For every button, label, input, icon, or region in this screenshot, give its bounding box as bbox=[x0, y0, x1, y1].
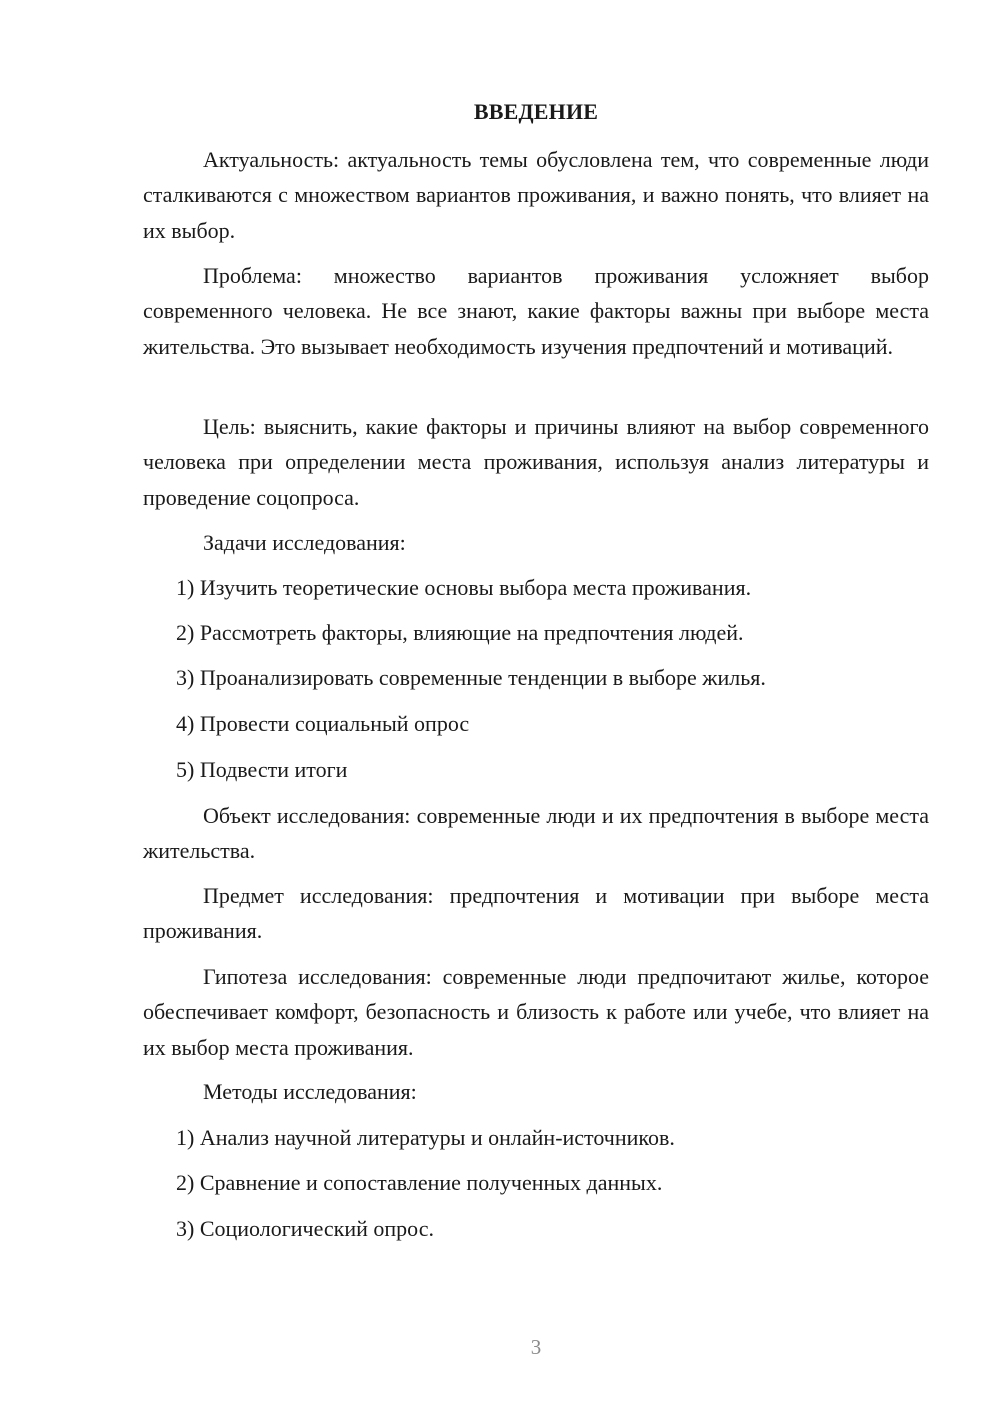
goal-paragraph: Цель: выяснить, какие факторы и причины влияют на выбор современного человека при определении места проживания, используя анализ литературы и проведение соцопроса. bbox=[143, 414, 929, 510]
object-paragraph: Объект исследования: современные люди и их предпочтения в выборе места жительства. bbox=[143, 803, 929, 864]
task-item-4: 4) Провести социальный опрос bbox=[176, 711, 470, 736]
subject-paragraph: Предмет исследования: предпочтения и мотивации при выборе места проживания. bbox=[143, 883, 929, 944]
page-number: 3 bbox=[530, 1335, 542, 1359]
method-item-1: 1) Анализ научной литературы и онлайн-источников. bbox=[176, 1125, 675, 1150]
hypothesis-paragraph: Гипотеза исследования: современные люди предпочитают жилье, которое обеспечивает комфорт, безопасность и близость к работе или учебе, что влияет на их выбор места проживания. bbox=[143, 964, 929, 1060]
task-item-1: 1) Изучить теоретические основы выбора места проживания. bbox=[176, 575, 752, 600]
method-item-2: 2) Сравнение и сопоставление полученных данных. bbox=[176, 1170, 663, 1195]
methods-title: Методы исследования: bbox=[203, 1079, 417, 1104]
method-item-3: 3) Социологический опрос. bbox=[176, 1216, 434, 1241]
section-heading: ВВЕДЕНИЕ bbox=[473, 99, 599, 124]
task-item-5: 5) Подвести итоги bbox=[176, 757, 348, 782]
relevance-paragraph: Актуальность: актуальность темы обусловлена тем, что современные люди сталкиваются с множеством вариантов проживания, и важно понять, что влияет на их выбор. bbox=[143, 147, 929, 243]
tasks-title: Задачи исследования: bbox=[203, 530, 406, 555]
task-item-3: 3) Проанализировать современные тенденции в выборе жилья. bbox=[176, 665, 766, 690]
problem-paragraph: Проблема: множество вариантов проживания усложняет выбор современного человека. Не все знают, какие факторы важны при выборе места жительства. Это вызывает необходимость изучения предпочтений и мотиваций. bbox=[143, 263, 929, 359]
task-item-2: 2) Рассмотреть факторы, влияющие на предпочтения людей. bbox=[176, 620, 744, 645]
